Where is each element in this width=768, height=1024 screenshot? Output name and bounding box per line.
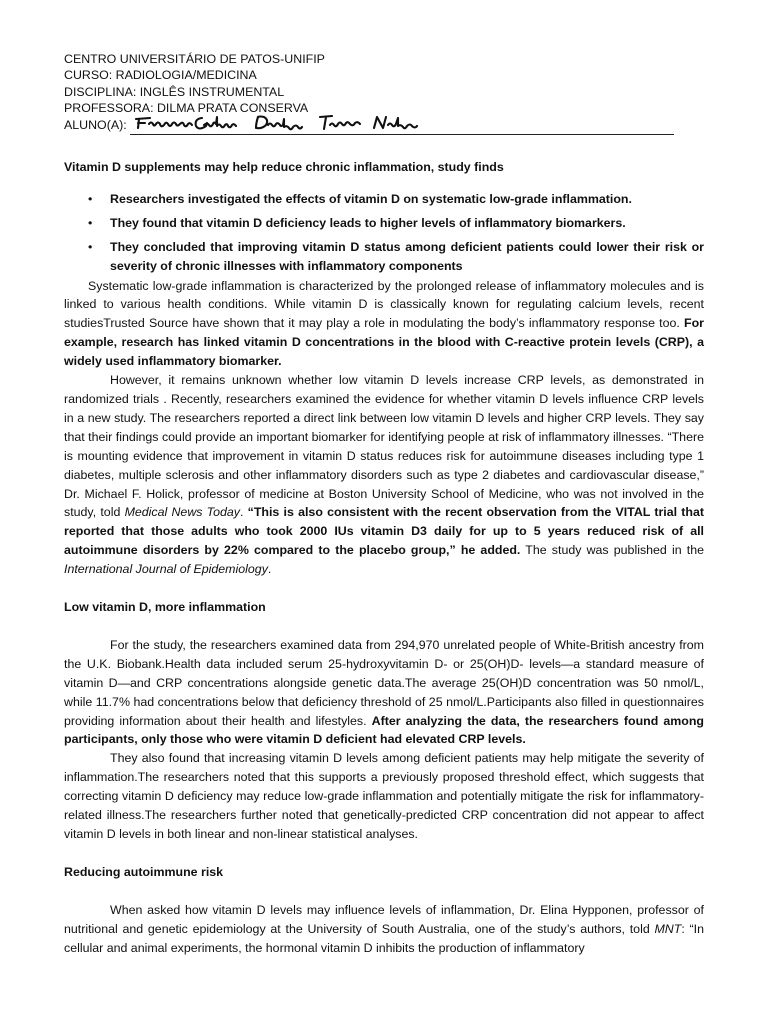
paragraph-intro	[64, 277, 704, 372]
paragraph-text: However, it remains unknown whether low vitamin D levels increase CRP levels, as demonstrated in randomized trials . Recently, researchers examined the evidence for whether vitamin D levels influence CRP levels in a new study. The researchers reported a direct link between low vitamin D levels and higher CRP levels. They say that their findings could provide an important biomarker for identifying people at risk of inflammatory illnesses. “There is mounting evidence that improvement in vitamin D status reduces risk for autoimmune diseases including type 1 diabetes, multiple sclerosis and other inflammatory disorders such as type 2 diabetes and cardiovascular disease,” Dr. Michael F. Holick, professor of medicine at Boston University School of Medicine, who was not involved in the study, told	[64, 373, 704, 520]
paragraph-findings: They also found that increasing vitamin D levels among deficient patients may help mitigate the severity of inflammation.The researchers noted that this supports a previously proposed threshold effect, which suggests that correcting vitamin D deficiency may reduce low-grade inflammation and potentially mitigate the risk for inflammatory-related illness.The researchers further noted that genetically-predicted CRP concentration did not appear to affect vitamin D levels in both linear and non-linear statistical analyses.	[64, 751, 704, 841]
document-header	[64, 51, 325, 135]
paragraph-text: For the study, the researchers examined data from 294,970 unrelated people of White-British ancestry from the U.K. Biobank.Health data included serum 25-hydroxyvitamin D- or 25(OH)D- levels—a standard measure of vitamin D—and CRP concentrations alongside genetic data.The average 25(OH)D concentration was 50 nmol/L, while 11.7% had concentrations below that deficiency threshold of 25 nmol/L.Participants also filled in questionnaires providing information about their health and lifestyles.	[64, 637, 704, 728]
paragraph-text: When asked how vitamin D levels may influence levels of inflammation, Dr. Elina Hypponen, professor of nutritional and genetic epidemiology at the University of South Australia, one of the study’s authors, told	[64, 902, 704, 936]
paragraph-text: .	[267, 562, 272, 577]
paragraph-text: : “In cellular and animal experiments, the hormonal vitamin D inhibits the production of inflammatory	[64, 921, 704, 955]
institution-line: CENTRO UNIVERSITÁRIO DE PATOS-UNIFIP	[64, 52, 325, 66]
professor-line: PROFESSORA: DILMA PRATA CONSERVA	[64, 101, 309, 116]
publication-name: MNT	[654, 921, 682, 936]
article-title: Vitamin D supplements may help reduce chronic inflammation, study finds	[64, 160, 504, 174]
list-item	[64, 190, 704, 209]
bullet-icon: •	[88, 191, 93, 206]
list-item	[64, 238, 704, 276]
bullet-text: They concluded that improving vitamin D status among deficient patients could lower their risk or severity of chronic illnesses with inflammatory components	[110, 239, 704, 273]
key-points-list	[64, 190, 704, 276]
paragraph-text: Systematic low-grade inflammation is characterized by the prolonged release of inflammatory molecules and is linked to various health conditions. While vitamin D is classically known for regulating calcium levels, recent studiesTrusted Source have shown that it may play a role in modulating the body’s inflammatory response too.	[64, 278, 704, 331]
paragraph-text: The study was published in the	[520, 543, 704, 558]
publication-name: Medical News Today	[124, 505, 240, 520]
bullet-icon: •	[88, 215, 93, 230]
paragraph-evidence	[64, 371, 704, 579]
list-item	[64, 214, 704, 233]
bullet-icon: •	[88, 239, 93, 254]
bullet-text: Researchers investigated the effects of vitamin D on systematic low-grade inflammation.	[110, 191, 632, 206]
paragraph-study	[64, 636, 704, 749]
paragraph-text: .	[239, 505, 248, 520]
discipline-line: DISCIPLINA: INGLÊS INSTRUMENTAL	[64, 84, 285, 99]
paragraph-bold-text: After analyzing the data, the researchers found among participants, only those who were vitamin D deficient had elevated CRP levels.	[64, 713, 704, 747]
paragraph-bold-text: “This is also consistent with the recent observation from the VITAL trial that reported that those adults who took 2000 IUs vitamin D3 daily for up to 5 years reduced risk of all autoimmune disorders by 22% compared to the placebo group,” he added.	[64, 505, 704, 558]
section-heading: Reducing autoimmune risk	[64, 864, 224, 879]
course-line: CURSO: RADIOLOGIA/MEDICINA	[64, 68, 257, 83]
article-body	[64, 158, 704, 958]
journal-name: International Journal of Epidemiology	[64, 562, 268, 577]
student-line	[64, 117, 325, 135]
paragraph-bold-text: For example, research has linked vitamin D concentrations in the blood with C-reactive protein levels (CRP), a widely used inflammatory biomarker.	[64, 316, 704, 369]
signature-field	[130, 114, 674, 135]
paragraph-interview	[64, 901, 704, 958]
student-label: ALUNO(A):	[64, 117, 127, 132]
handwritten-signature	[134, 114, 444, 134]
section-heading: Low vitamin D, more inflammation	[64, 600, 266, 615]
bullet-text: They found that vitamin D deficiency leads to higher levels of inflammatory biomarkers.	[110, 215, 626, 230]
